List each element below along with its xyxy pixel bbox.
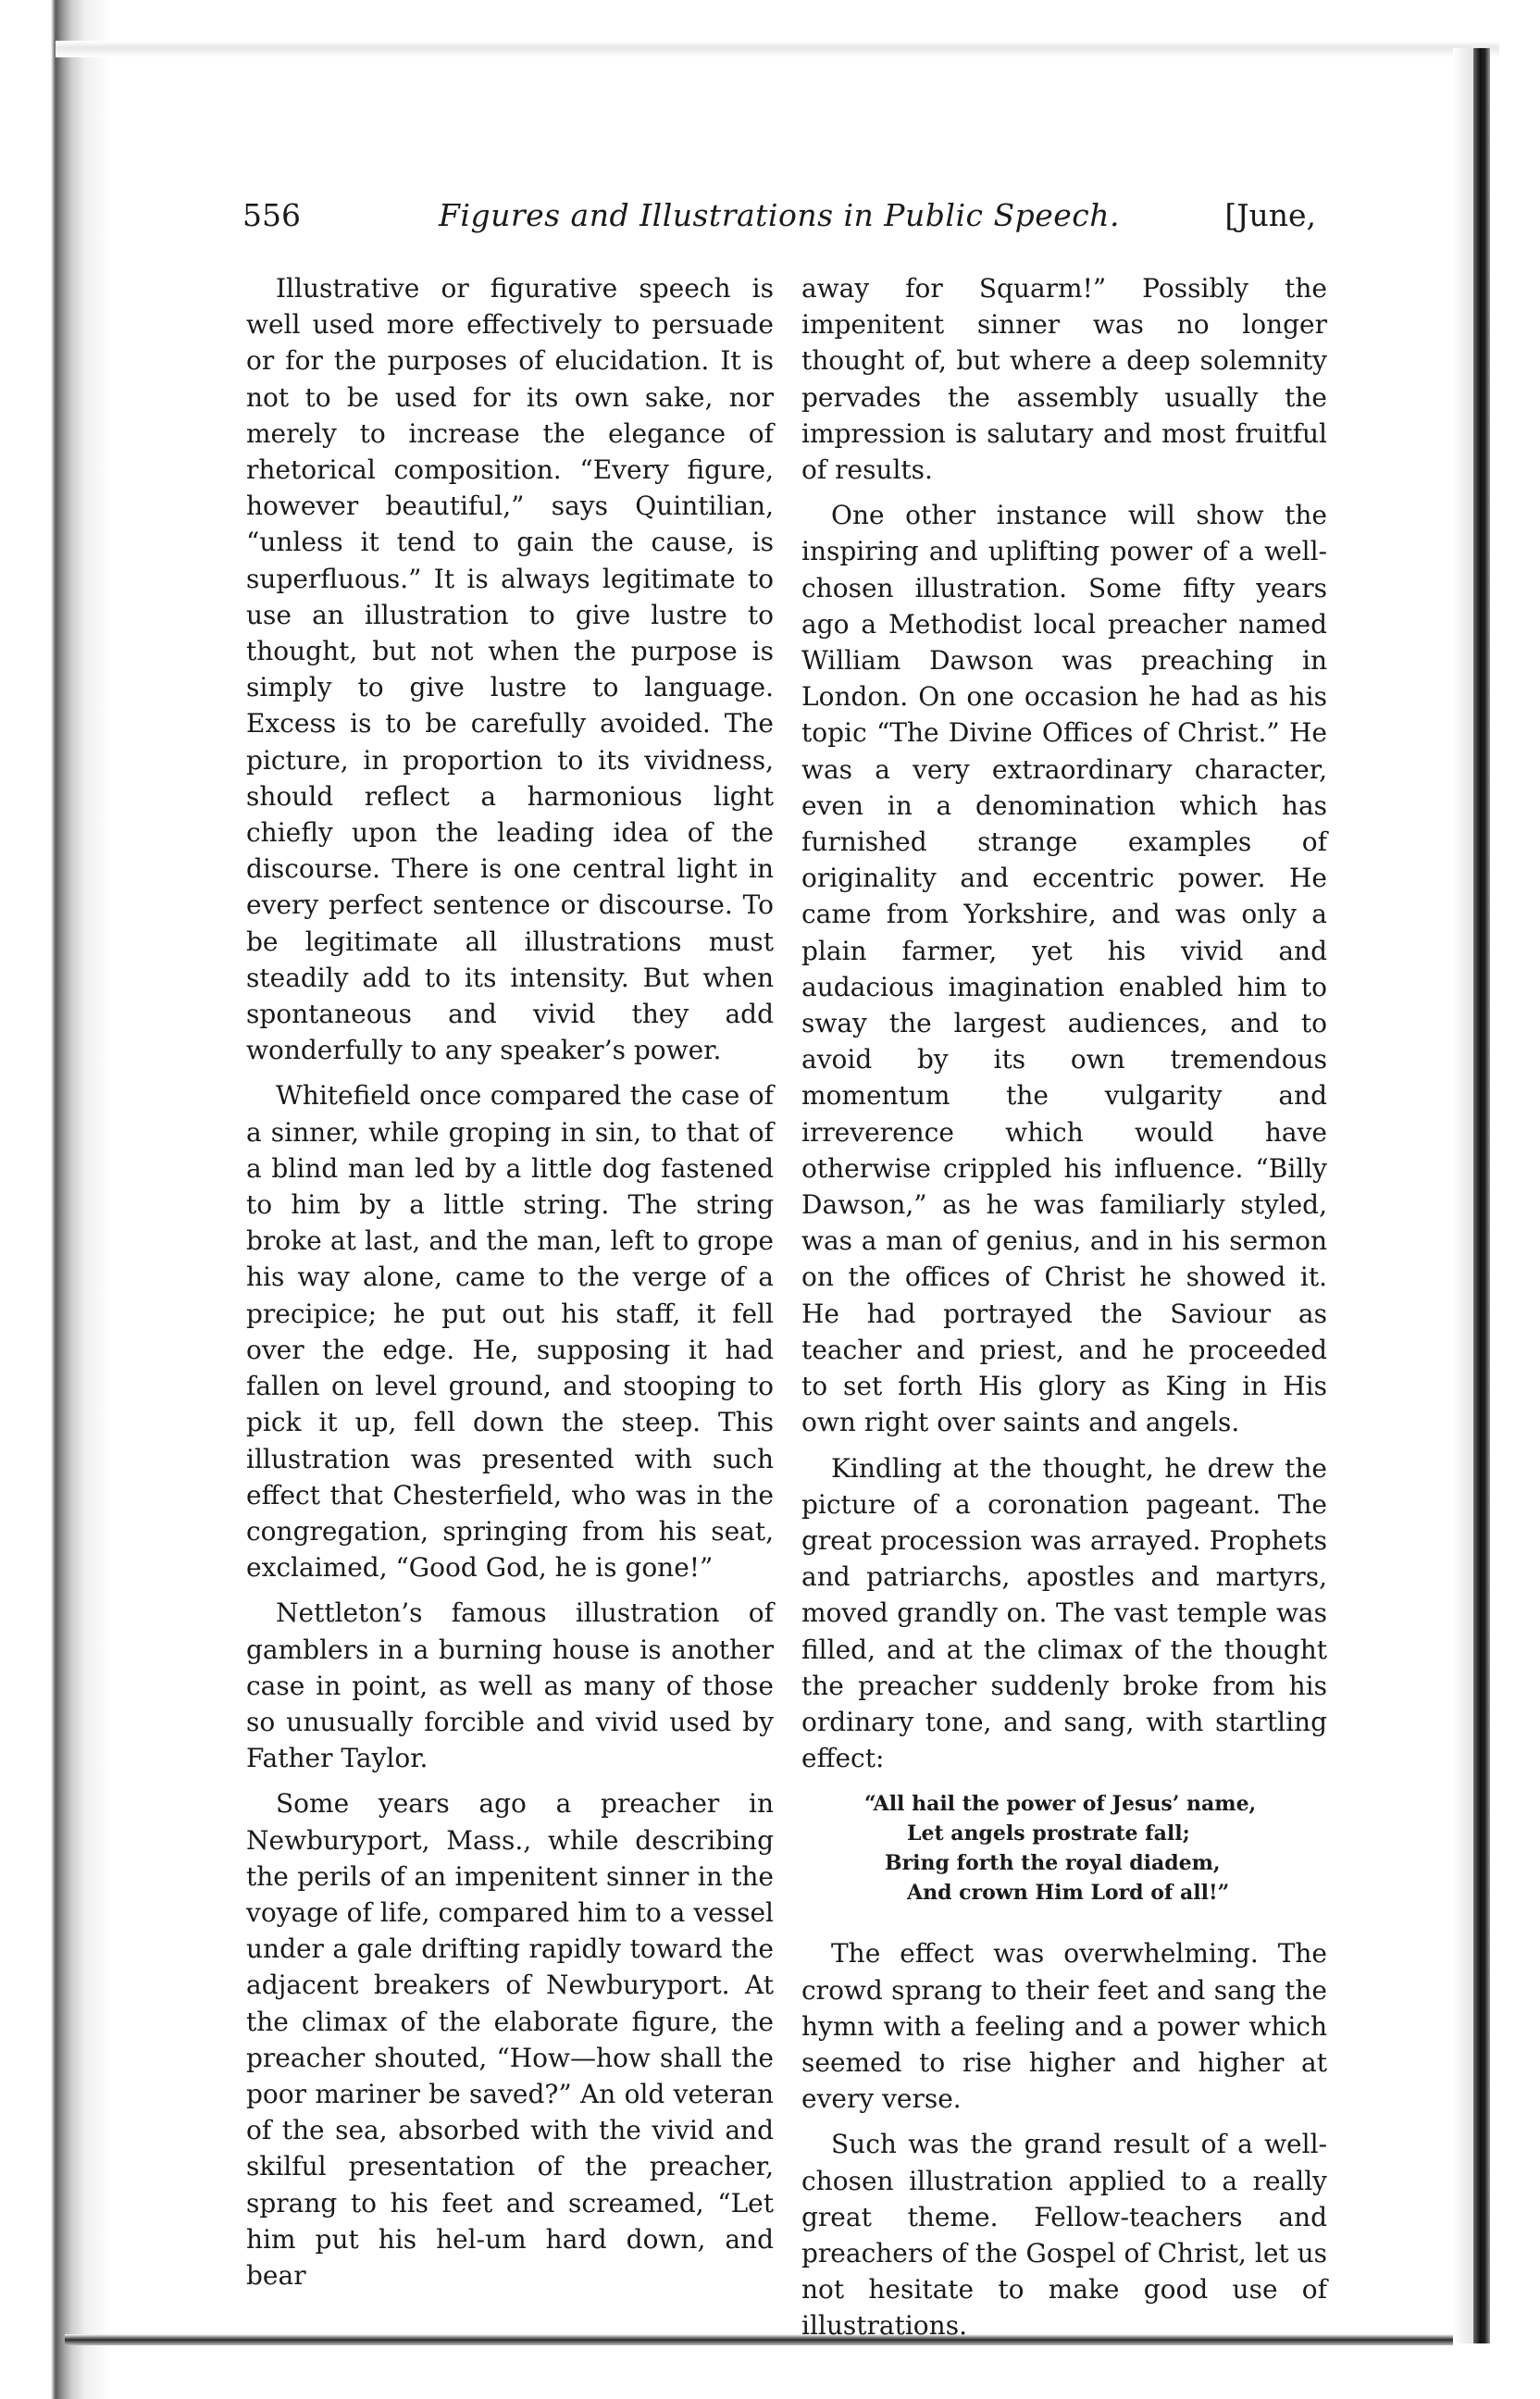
page-header <box>242 193 1316 239</box>
running-title: Figures and Illustrations in Public Speech. <box>439 197 1120 233</box>
paragraph: Some years ago a preacher in Newburyport, Mass., while describing the perils of an impenitent sinner in the voyage of life, compared him to a vessel under a gale drifting rapidly toward the adjacent breakers of Newburyport. At the climax of the elaborate figure, the preacher shouted, “How—how shall the poor mariner be saved?” An old veteran of the sea, absorbed with the vivid and skilful presentation of the preacher, sprang to his feet and screamed, “Let him put his hel-um hard down, and bear <box>246 1788 774 2291</box>
poem-line: And crown Him Lord of all!” <box>907 1881 1230 1906</box>
scan-right-edge <box>1473 48 1490 2343</box>
poem-line: “All hail the power of Jesus’ name, <box>864 1792 1257 1817</box>
left-column <box>246 270 774 2303</box>
paragraph: Kindling at the thought, he drew the picture of a coronation pageant. The great procession was arrayed. Prophets and patriarchs, apostles and martyrs, moved grandly on. The vast temple was filled, and at the climax of the thought the preacher suddenly broke from his ordinary tone, and sang, with startling effect: <box>801 1452 1327 1774</box>
scan-top-edge <box>56 41 1499 57</box>
page-number: 556 <box>242 197 301 233</box>
right-column <box>801 270 1327 2354</box>
hymn-quote <box>801 1789 1327 1908</box>
paragraph: Nettleton’s famous illustration of gamblers in a burning house is another case in point, as well as many of those so unusually forcible and vivid used by Father Taylor. <box>246 1597 774 1774</box>
paragraph: Illustrative or figurative speech is well used more effectively to persuade or for the purposes of elucidation. It is not to be used for its own sake, nor merely to increase the elegance of rhetorical composition. “Every figure, however beautiful,” says Quintilian, “unless it tend to gain the cause, is superfluous.” It is always legitimate to use an illustration to give lustre to thought, but not when the purpose is simply to give lustre to language. Excess is to be carefully avoided. The picture, in proportion to its vividness, should reflect a harmonious light chiefly upon the leading idea of the discourse. There is one central light in every perfect sentence or discourse. To be legitimate all illustrations must steadily add to its intensity. But when spontaneous and vivid they add wonderfully to any speaker’s power. <box>246 273 774 1066</box>
paragraph: Such was the grand result of a well-chosen illustration applied to a really great theme. Fellow-teachers and preachers of the Gospel of Christ, let us not hesitate to make good use of illustrations. <box>801 2129 1327 2342</box>
paragraph: One other instance will show the inspiring and uplifting power of a well-chosen illustration. Some fifty years ago a Methodist local preacher named William Dawson was preaching in London. On one occasion he had as his topic “The Divine Offices of Christ.” He was a very extraordinary character, even in a denomination which has furnished strange examples of originality and eccentric power. He came from Yorkshire, and was only a plain farmer, yet his vivid and audacious imagination enabled him to sway the largest audiences, and to avoid by its own tremendous momentum the vulgarity and irreverence which would have otherwise crippled his influence. “Billy Dawson,” as he was familiarly styled, was a man of genius, and in his sermon on the offices of Christ he showed it. He had portrayed the Saviour as teacher and priest, and he proceeded to set forth His glory as King in His own right over saints and angels. <box>801 500 1327 1438</box>
scan-right-shadow <box>1453 48 1473 2343</box>
header-month: [June, <box>1224 197 1316 233</box>
paragraph: The effect was overwhelming. The crowd sprang to their feet and sang the hymn with a feeling and a power which seemed to rise higher and higher at every verse. <box>801 1938 1327 2115</box>
scan-left-margin <box>0 0 111 2399</box>
poem-line: Bring forth the royal diadem, <box>885 1851 1221 1876</box>
paragraph: Whitefield once compared the case of a sinner, while groping in sin, to that of a blind man led by a little dog fastened to him by a little string. The string broke at last, and the man, left to grope his way alone, came to the verge of a precipice; he put out his staff, it fell over the edge. He, supposing it had fallen on level ground, and stooping to pick it up, fell down the steep. This illustration was presented with such effect that Chesterfield, who was in the congregation, springing from his seat, exclaimed, “Good God, he is gone!” <box>246 1080 774 1584</box>
paragraph-continuation: away for Squarm!” Possibly the impenitent sinner was no longer thought of, but where a deep solemnity pervades the assembly usually the impression is salutary and most fruitful of results. <box>801 273 1327 486</box>
poem-line: Let angels prostrate fall; <box>907 1821 1190 1846</box>
